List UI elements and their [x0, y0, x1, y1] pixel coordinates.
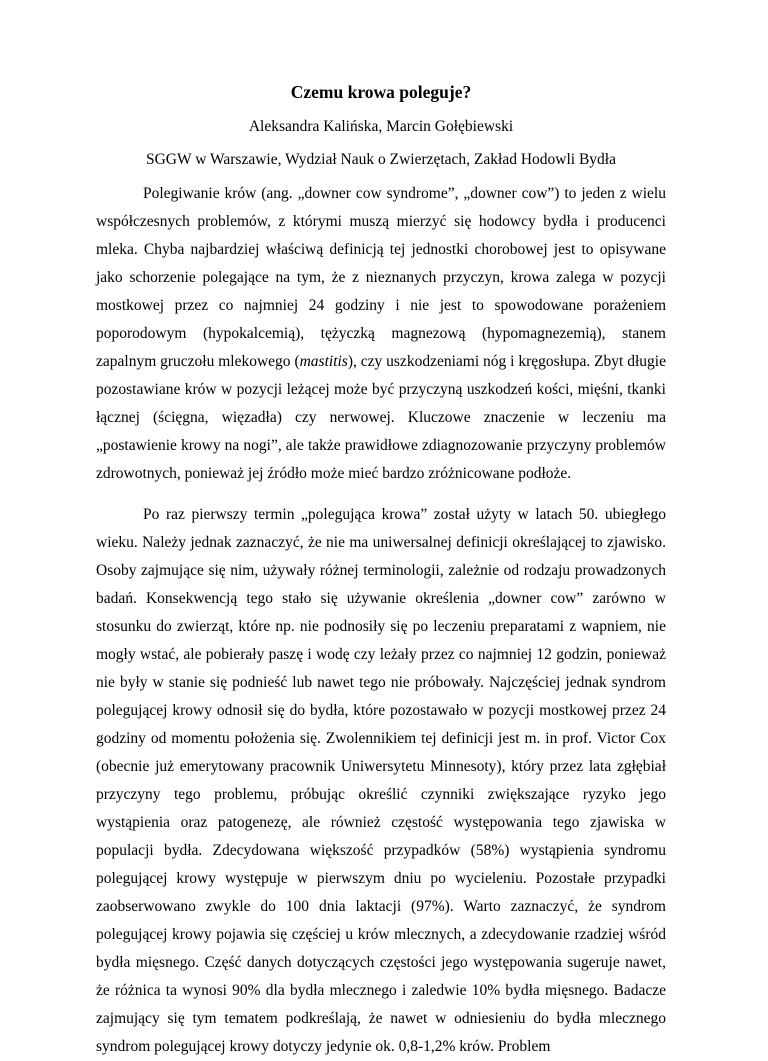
document-affiliation: SGGW w Warszawie, Wydział Nauk o Zwierzętach, Zakład Hodowli Bydła — [145, 151, 616, 168]
paragraph-1-text-b: ), czy uszkodzeniami nóg i kręgosłupa. Zbyt długie pozostawiane krów w pozycji leżącej może być przyczyną uszkodzeń kości, mięśni, tkanki łącznej (ścięgna, więzadła) czy nerwowej. Kluczowe znaczenie w leczeniu ma „postawienie krowy na nogi”, ale także prawidłowe zdiagnozowanie przyczyny problemów zdrowotnych, ponieważ jej źródło może mieć bardzo zróżnicowane podłoże. — [96, 353, 666, 482]
document-page — [96, 82, 666, 1061]
paragraph-2: Po raz pierwszy termin „polegująca krowa” został użyty w latach 50. ubiegłego wieku. Należy jednak zaznaczyć, że nie ma uniwersalnej definicji określającej to zjawisko. Osoby zajmujące się nim, używały różnej terminologii, zależnie od rodzaju prowadzonych badań. Konsekwencją tego stało się używanie określenia „downer cow” zarówno w stosunku do zwierząt, które np. nie podnosiły się po leczeniu preparatami z wapniem, nie mogły wstać, ale pobierały paszę i wodę czy leżały przez co najmniej 12 godzin, ponieważ nie były w stanie się podnieść lub nawet tego nie próbowały. Najczęściej jednak syndrom polegującej krowy odnosił się do bydła, które pozostawało w pozycji mostkowej przez 24 godziny od momentu położenia się. Zwolennikiem tej definicji jest m. in prof. Victor Cox (obecnie już emerytowany pracownik Uniwersytetu Minnesoty), który przez lata zgłębiał przyczyny tego problemu, próbując określić czynniki zwiększające ryzyko jego wystąpienia oraz patogenezę, ale również częstość występowania tego zjawiska w populacji bydła. Zdecydowana większość przypadków (58%) wystąpienia syndromu polegującej krowy występuje w pierwszym dniu po wycieleniu. Pozostałe przypadki zaobserwowano zwykle do 100 dnia laktacji (97%). Warto zaznaczyć, że syndrom polegującej krowy pojawia się częściej u krów mlecznych, a zdecydowanie rzadziej wśród bydła mięsnego. Część danych dotyczących częstości jego występowania sugeruje nawet, że różnica ta wynosi 90% dla bydła mlecznego i zaledwie 10% bydła mięsnego. Badacze zajmujący się tym tematem podkreślają, że nawet w odniesieniu do bydła mlecznego syndrom polegującej krowy dotyczy jedynie ok. 0,8-1,2% krów. Problem — [96, 506, 666, 1055]
paragraph-1-text-a: Polegiwanie krów (ang. „downer cow syndrome”, „downer cow”) to jeden z wielu współczesnych problemów, z którymi muszą mierzyć się hodowcy bydła i producenci mleka. Chyba najbardziej właściwą definicją tej jednostki chorobowej jest to opisywane jako schorzenie polegające na tym, że z nieznanych przyczyn, krowa zalega w pozycji mostkowej przez co najmniej 24 godziny i nie jest to spowodowane porażeniem poporodowym (hypokalcemią), tężyczką magnezową (hypomagnezemią), stanem zapalnym gruczołu mlekowego ( — [96, 185, 666, 370]
paragraph-1 — [96, 180, 666, 488]
document-title: Czemu krowa poleguje? — [290, 82, 472, 102]
paragraph-1-italic-term: mastitis — [299, 353, 348, 370]
document-authors: Aleksandra Kalińska, Marcin Gołębiewski — [248, 118, 514, 135]
